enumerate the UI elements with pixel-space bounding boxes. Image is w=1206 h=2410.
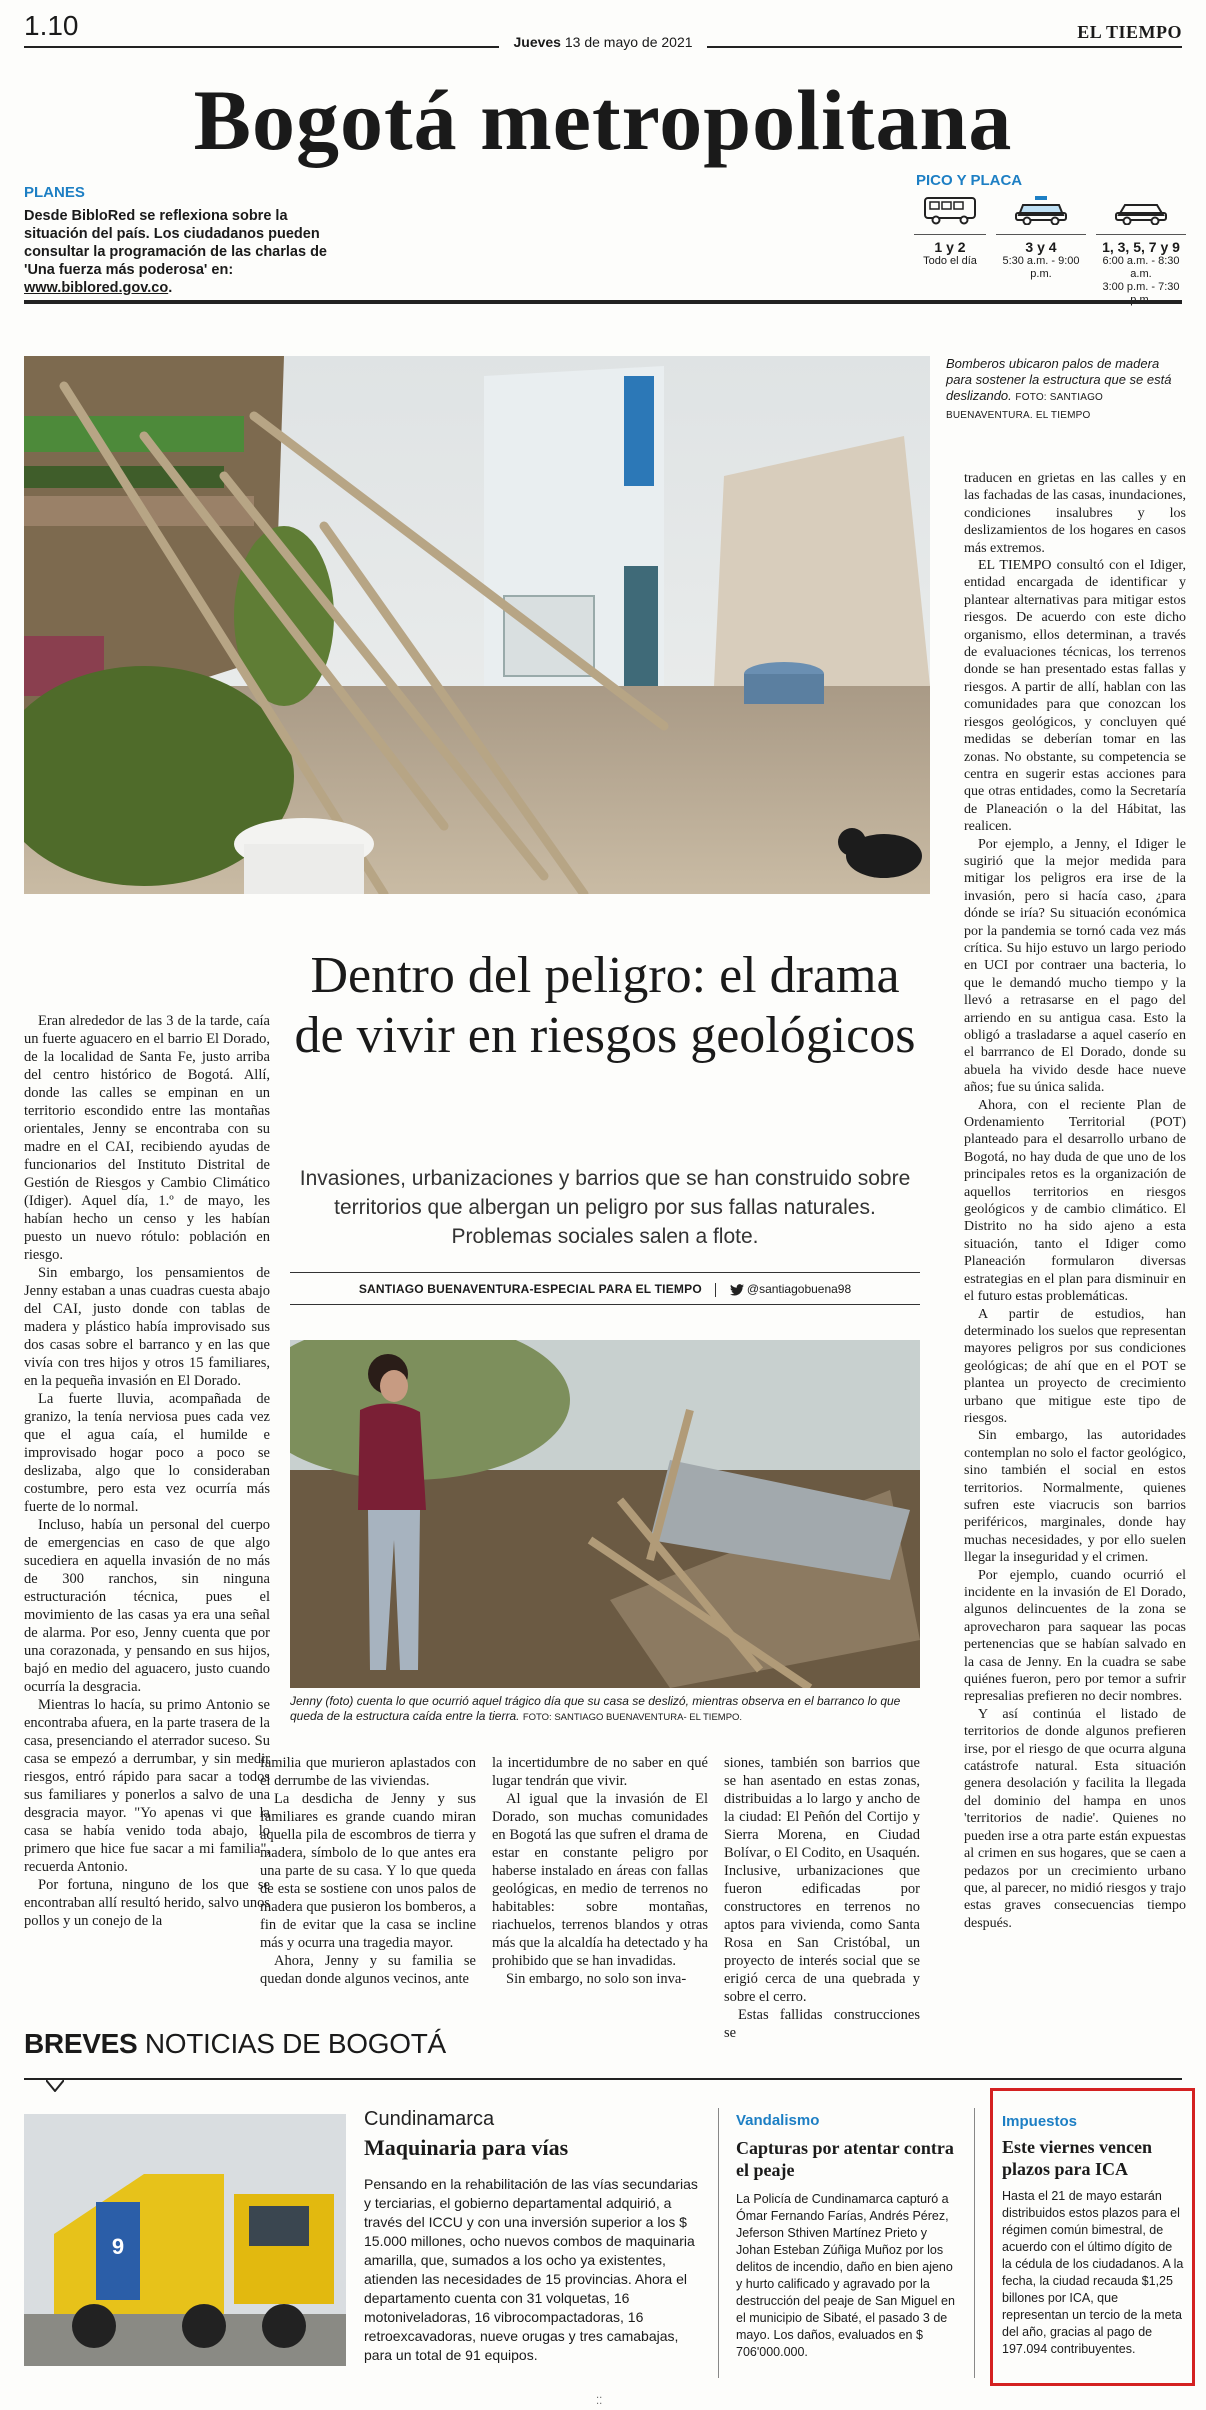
pico-y-placa-label: PICO Y PLACA xyxy=(916,172,1023,189)
twitter-handle[interactable]: @santiagobuena98 xyxy=(746,1282,852,1296)
paragraph: Por ejemplo, cuando ocurrió el incidente en la invasión de El Dorado, algunos delincuentes de la zona se aprovecharon para saquear las pocas pertenencias que se habían salvado en la casa de Jenny. En la cuadra se sabe quiénes fueron, pero por temor a sufrir represalias prefieren no decir nombres. xyxy=(964,1567,1186,1705)
paragraph: Ahora, Jenny y su familia se quedan donde algunos vecinos, ante xyxy=(260,1953,476,1987)
paragraph: Incluso, había un personal del cuerpo de emergencias en caso de que algo sucediera en aquella invasión de no más de 300 ranchos, sin ninguna estructuración técnica, pues el movimiento de las casas ya era una señal de alarma. Por eso, Jenny cuenta que por una corazonada, y pensando en sus hijos, bajó en medio del aguacero, justo cuando ocurría la desgracia. xyxy=(24,1517,270,1695)
breves-title: BREVES NOTICIAS DE BOGOTÁ xyxy=(24,2028,446,2059)
main-photo xyxy=(24,356,930,894)
pyp-column-car: 1, 3, 5, 7 y 9 6:00 a.m. - 8:30 a.m. 3:00 p.m. - 7:30 xyxy=(1092,195,1190,307)
paragraph: Por ejemplo, a Jenny, el Idiger le sugirió que la mejor medida para mitigar los peligros era irse de la invasión, pero si hacía caso, ¿para dónde se iría? Su situación económica por la pandemia se tornó cada vez más crítica. Su hijo estuvo un largo periodo en UCI por contraer una bacteria, lo que le demandó mucho tiempo y la llevó a retrasarse en el pago del arriendo en su antigua casa. Esto la obligó a trasladarse a aquel caserío en el barrranco de El Dorado, donde su abuela ha vivido desde hace nueve años; fue su única salida. xyxy=(964,836,1186,1096)
brief-divider xyxy=(718,2108,719,2378)
byline-bottom-rule xyxy=(290,1304,920,1305)
photo-credit-2: FOTO: SANTIAGO BUENAVENTURA- EL TIEMPO. xyxy=(522,1712,743,1723)
brief-text: Pensando en la rehabilitación de las vías secundarias y terciarias, el gobierno departamental adquirió, a través del ICCU y con una inversión superior a los $ 15.000 millones, ocho nuevos combos de maquinaria amarilla, que, sumados a los ocho ya existentes, atienden las necesidades de 15 provincias. Ahora el departamento cuenta con 31 volquetas, 16 motoniveladoras, 16 vibrocompactadoras, 16 retroexcavadoras, nueve orugas y tres camabajas, para un total de 91 equipos. xyxy=(364,2176,698,2363)
brief-headline: Capturas por atentar contra el peaje xyxy=(736,2138,954,2180)
paragraph: Y así continúa el listado de territorios de donde algunos prefieren irse, por el riesgo de que ocurra alguna catástrofe natural. Esta situación genera desolación y facilita la llegada del dominio del hampa en unos 'territorios de nadie'. Quienes no pueden irse a otra parte están expuestas al crimen en sus hogares, que se caen a pedazos por un crecimiento urbano que, al parecer, no midió riesgos y trajo estas graves consecuencias tiempo después. xyxy=(964,1706,1186,1931)
article-column-3 xyxy=(492,1754,708,1988)
header-rule xyxy=(24,300,1182,304)
page-date: Jueves 13 de mayo de 2021 xyxy=(0,34,1206,50)
paragraph: La desdicha de Jenny y sus familiares es grande cuando miran aquella pila de escombros de tierra y madera, símbolo de lo que antes era una parte de su casa. Y lo que queda de esta se sostiene con unos palos de madera que pusieron los bomberos, a fin de evitar que la casa se incline más y ocurra una tragedia mayor. xyxy=(260,1791,476,1951)
brief-kicker: Cundinamarca xyxy=(364,2108,495,2130)
paragraph: EL TIEMPO consultó con el Idiger, entidad encargada de identificar y plantear alternativas para mitigar estos riesgos. De acuerdo con este dicho organismo, ellos determinan, a través de evaluaciones técnicas, los terrenos donde se han presentado estas fallas y riesgos. A partir de allí, hablan con las comunidades para que conozcan los riesgos geológicos, y concluyen qué medidas se deberían tomar en las zonas. No obstante, su competencia se centra en sugerir estas acciones para que otras entidades, como la Secretaría de Planeación o la del Hábitat, las realicen. xyxy=(964,558,1186,835)
paragraph: A partir de estudios, han determinado los suelos que representan mayores peligros por sus condiciones geológicas; de ahí que en el POT se plantea un proyecto de crecimiento urbano que mitigue este tipo de riesgos. xyxy=(964,1306,1186,1426)
newspaper-logo: EL TIEMPO xyxy=(1069,22,1182,43)
pico-y-placa-table xyxy=(910,195,1190,293)
paragraph: Eran alrededor de las 3 de la tarde, caía un fuerte aguacero en el barrio El Dorado, de la localidad de Santa Fe, justo arriba del centro histórico de Bogotá. Allí, donde las calles se empinan en un territorio escondido entre las montañas orientales, Jenny se encontraba con su madre en el CAI, recibiendo ayudas de funcionarios del Instituto Distrital de Gestión de Riesgos y Cambio Climático (Idiger). Aquel día, 1.º de mayo, les habían hecho un censo y les habían puesto un nuevo rótulo: población en riesgo. xyxy=(24,1013,270,1263)
second-photo xyxy=(290,1340,920,1688)
paragraph: Ahora, con el reciente Plan de Ordenamiento Territorial (POT) planteado para el desarrollo urbano de Bogotá, no hay duda de que uno de los principales retos es la organización de aquellos territorios en riesgos geológicos y de cambio climático. El Distrito no ha sido ajeno a esta situación, tanto el Idiger como Planeación formularon diversas estrategias en el plan para disminuir en el futuro estas problemáticas. xyxy=(964,1097,1186,1305)
planes-label: PLANES xyxy=(24,184,85,201)
article-column-right xyxy=(964,470,1186,1932)
main-photo-caption: Bomberos ubicaron palos de madera para sostener la estructura que se está deslizando. FOTO: SANTIAGO BUENAVENTURA. EL TIEMPO xyxy=(946,356,1172,421)
paragraph: familia que murieron aplastados con el derrumbe de las viviendas. xyxy=(260,1755,476,1789)
svg-text:9: 9 xyxy=(111,2234,125,2259)
paragraph: Estas fallidas construcciones se xyxy=(724,2007,920,2041)
article-deck: Invasiones, urbanizaciones y barrios que se han construido sobre territorios que albergan un peligro por sus fallas naturales. Problemas sociales salen a flote. xyxy=(299,1167,911,1248)
paragraph: Mientras lo hacía, su primo Antonio se encontraba afuera, en la parte trasera de la casa, presenciando el aterrador suceso. Su casa se empezó a derrumbar, y sin medir riesgos, entró rápido para sacar a todos sus familiares y ponerlos a salvo de una desgracia mayor. "Yo apenas vi que la casa se había venido toda abajo, lo primero que hice fue sacar a mi familia", recuerda Antonio. xyxy=(24,1697,270,1875)
photo-credit: FOTO: SANTIAGO BUENAVENTURA. EL TIEMPO xyxy=(946,392,1104,421)
breves-notch xyxy=(46,2080,64,2092)
author-name: SANTIAGO BUENAVENTURA-ESPECIAL PARA EL TIEMPO xyxy=(358,1282,702,1296)
article-column-1 xyxy=(24,1012,270,1930)
pyp-column-bus: 1 y 2 Todo el día xyxy=(910,195,990,268)
paragraph: Por fortuna, ninguno de los que se encontraban allí resultó herido, salvo unos pollos y un conejo de la xyxy=(24,1877,270,1929)
car-icon xyxy=(1113,195,1169,225)
brief-impuestos-highlighted xyxy=(990,2088,1195,2386)
brief-divider xyxy=(974,2108,975,2378)
paragraph: Sin embargo, los pensamientos de Jenny estaban a unas cuadras cuesta abajo del CAI, justo donde con tablas de madera y plástico había improvisado sus dos casas sobre el barranco y en las que vivía con tres hijos y otros 15 familiares, en la pequeña invasión en El Dorado. xyxy=(24,1265,270,1389)
landslide-photo-illustration xyxy=(24,356,930,894)
jenny-photo-illustration xyxy=(290,1340,920,1688)
brief-vandalismo xyxy=(736,2112,960,2361)
twitter-icon xyxy=(730,1284,744,1296)
planes-text: Desde BibloRed se reflexiona sobre la situación del país. Los ciudadanos pueden consultar la programación de las charlas de 'Una fuerza más poderosa' en: www.biblored.gov.co. xyxy=(24,208,327,296)
paragraph: Sin embargo, las autoridades contemplan no solo el factor geológico, sino también el social en estos territorios. Normalmente, quienes sufren este viacrucis son barrios periféricos, marginales, donde hay muchas necesidades, y por ello suelen llegar la inseguridad y el crimen. xyxy=(964,1428,1186,1566)
second-photo-caption: Jenny (foto) cuenta lo que ocurrió aquel trágico día que su casa se deslizó, mientras observa en el barranco lo que queda de la estructura caída entre la tierra. FOTO: SANTIAGO BUENAVENTURA- EL TIEMPO. xyxy=(290,1694,901,1723)
section-title: Bogotá metropolitana xyxy=(193,72,1013,168)
brief-kicker: Impuestos xyxy=(1002,2113,1078,2130)
byline xyxy=(290,1282,920,1297)
page-number: 1.10 xyxy=(24,10,79,41)
article-column-4 xyxy=(724,1754,920,2042)
paragraph: traducen en grietas en las calles y en las fachadas de las casas, inundaciones, condiciones insalubres y los deslizamientos de los hogares en casos más extremos. xyxy=(964,471,1186,556)
brief-text: La Policía de Cundinamarca capturó a Ómar Fernando Farías, Andrés Pérez, Jeferson Sthiven Martínez Prieto y Johan Esteban Zúñiga Muñoz por los delitos de incendio, daño en bien ajeno y hurto calificado y agravado por la destrucción del peaje de San Miguel en el municipio de Sibaté, el pasado 3 de mayo. Los daños, evaluados en $ 706'000.000. xyxy=(736,2192,955,2359)
taxi-icon xyxy=(1013,195,1069,225)
brief-text: Hasta el 21 de mayo estarán distribuidos estos plazos para el régimen común bimestral, de acuerdo con el último dígito de la cédula de los ciudadanos. A la fecha, la ciudad recauda $1,25 billones por ICA, que representan un tercio de la meta del año, gracias al pago de 197.094 contribuyentes. xyxy=(1002,2189,1184,2356)
brief-maquinaria xyxy=(364,2108,704,2365)
biblored-link[interactable]: www.biblored.gov.co xyxy=(24,280,169,296)
paragraph: la incertidumbre de no saber en qué lugar tendrán que vivir. xyxy=(492,1755,708,1789)
brief-kicker: Vandalismo xyxy=(736,2112,820,2129)
breves-rule xyxy=(24,2078,1182,2080)
brief-headline: Maquinaria para vías xyxy=(364,2135,569,2160)
brief-headline: Este viernes vencen plazos para ICA xyxy=(1002,2137,1152,2179)
article-column-2 xyxy=(260,1754,476,1988)
registration-mark: ⁚⁚ xyxy=(596,2396,603,2407)
paragraph: Sin embargo, no solo son inva- xyxy=(506,1971,687,1987)
article-headline: Dentro del peligro: el drama de vivir en riesgos geológicos xyxy=(294,947,916,1064)
machinery-photo xyxy=(24,2114,346,2366)
byline-top-rule xyxy=(290,1272,920,1273)
paragraph: Al igual que la invasión de El Dorado, son muchas comunidades en Bogotá las que sufren el drama de estar en constante peligro por haberse instalado en áreas con fallas geológicas, en medio de terrenos no habitables: sobre montañas, riachuelos, terrenos blandos y otras más que la alcaldía ha detectado y ha prohibido que se han invadidas. xyxy=(492,1791,708,1969)
paragraph: La fuerte lluvia, acompañada de granizo, la tenía nerviosa pues cada vez que el agua caía, el humilde e improvisado hogar poco a poco se deslizaba, algo que lo consideraban costumbre, pero esta vez ocurría más fuerte de lo normal. xyxy=(24,1391,270,1515)
bus-icon xyxy=(922,195,978,225)
machinery-photo-illustration xyxy=(24,2114,346,2366)
paragraph: siones, también son barrios que se han asentado en estas zonas, distribuidas a lo largo y ancho de la ciudad: El Peñón del Cortijo y Sierra Morena, en Ciudad Bolívar, o El Codito, en Usaquén. Inclusive, urbanizaciones que fueron edificadas por constructores en terrenos no aptos para vivienda, como Santa Rosa en San Cristóbal, un proyecto de interés social que se erigió cerca de una quebrada y sobre el cerro. xyxy=(724,1755,920,2005)
pyp-column-taxi: 3 y 4 5:30 a.m. - 9:00 p.m. xyxy=(992,195,1090,281)
